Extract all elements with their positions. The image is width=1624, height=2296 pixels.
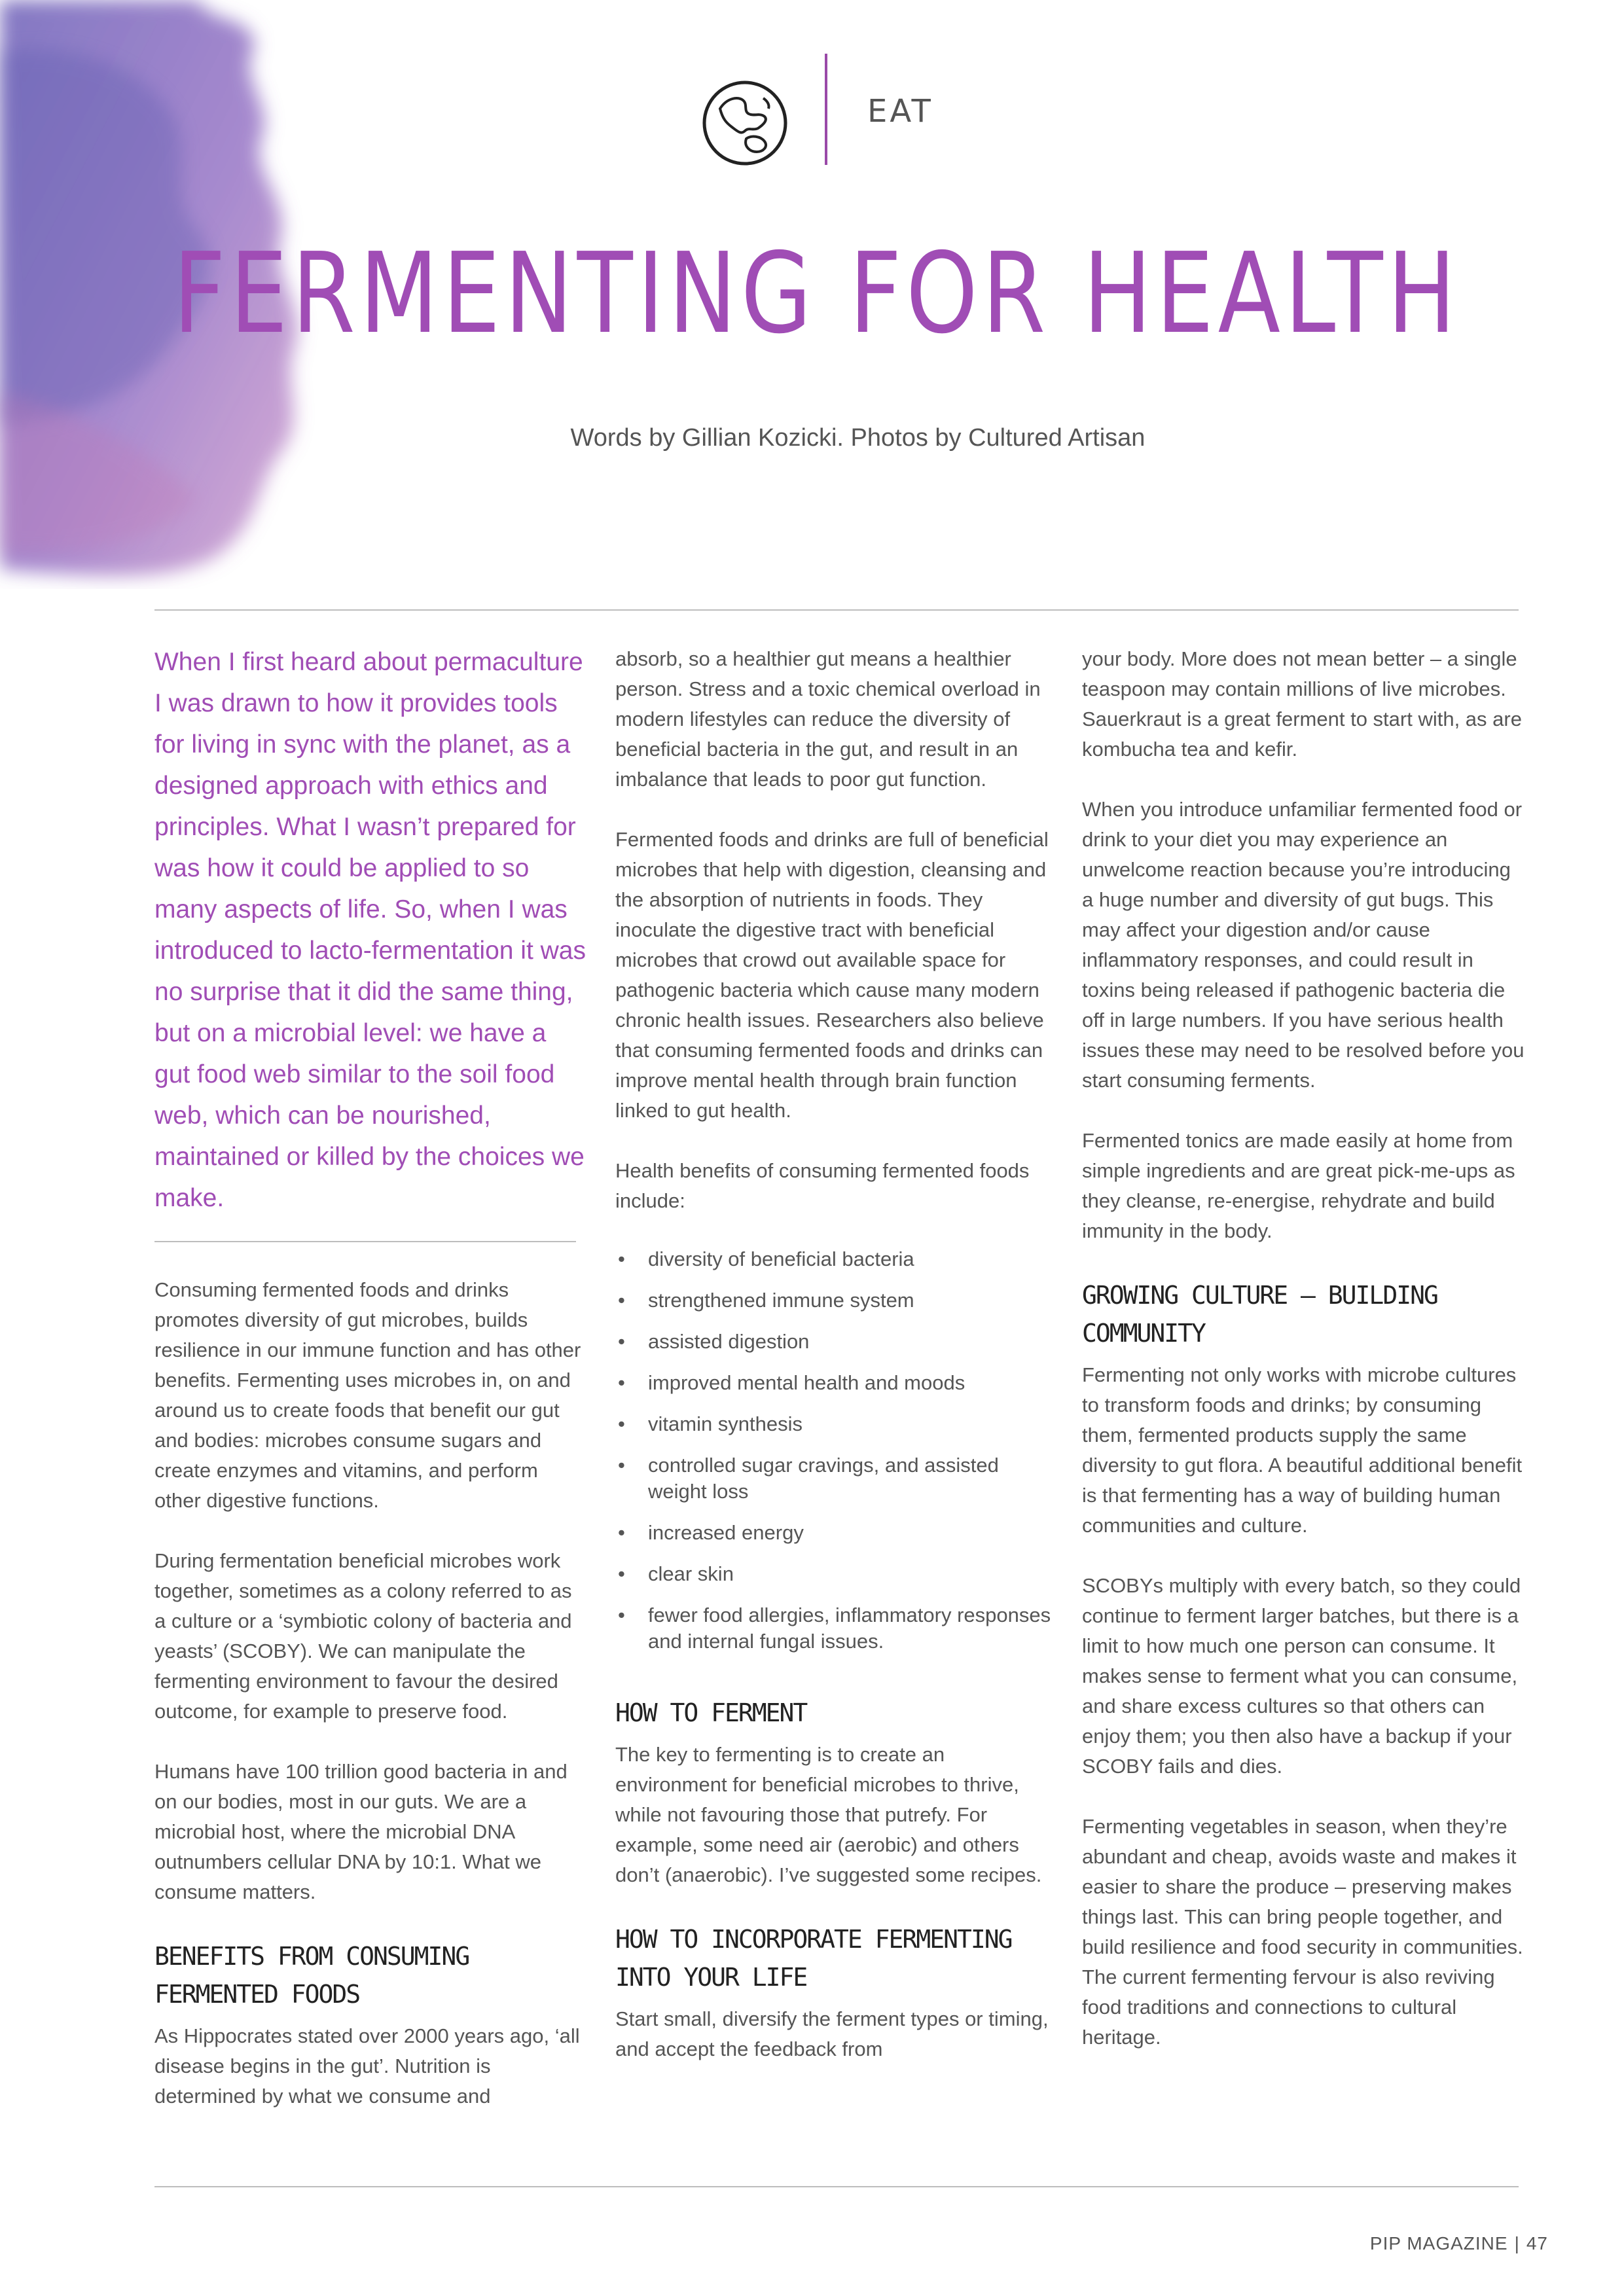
list-item: • improved mental health and moods [615, 1370, 1060, 1396]
paragraph: SCOBYs multiply with every batch, so they could continue to ferment larger batches, but there is a limit to how much one person can consume. It makes sense to ferment what you can consume, and share excess cultures so that others can enjoy them; you then also have a backup if your SCOBY fails and dies. [1082, 1574, 1521, 1778]
globe-icon [700, 79, 789, 168]
paragraph: Fermenting not only works with microbe cultures to transform foods and drinks; by consuming them, fermented products supply the same diversity to gut flora. A beautiful additional benefit is that fermenting has a way of building human communities and culture. [1082, 1363, 1523, 1537]
list-item: • vitamin synthesis [615, 1411, 1060, 1437]
column-3 [1082, 644, 1527, 2083]
paragraph: Humans have 100 trillion good bacteria in and on our bodies, most in our guts. We are a microbial host, where the microbial DNA outnumbers cellular DNA by 10:1. What we consume matters. [154, 1760, 568, 1903]
paragraph: Fermenting vegetables in season, when they’re abundant and cheap, avoids waste and makes it easier to share the produce – preserving makes things last. This can bring people together, and build resilience and food security in communities. The current fermenting fervour is also reviving food traditions and connections to cultural heritage. [1082, 1815, 1523, 2049]
column-2 [615, 644, 1060, 2094]
subheading-incorporate: HOW TO INCORPORATE FERMENTING INTO YOUR LIFE [615, 1925, 1012, 1992]
magazine-name: PIP MAGAZINE [1369, 2233, 1508, 2253]
intro-paragraph: When I first heard about permaculture I was drawn to how it provides tools for living in sync with the planet, as a designed approach with ethics and principles. What I wasn’t prepared for was how it could be applied to so many aspects of life. So, when I was introduced to lacto-fermentation it was no surprise that it did the same thing, but on a microbial level: we have a gut food web similar to the soil food web, which can be nourished, maintained or killed by the choices we make. [154, 648, 586, 1212]
list-item: • assisted digestion [615, 1329, 1060, 1355]
page-number: 47 [1526, 2233, 1548, 2253]
tag-divider [825, 54, 827, 165]
footer-separator: | [1514, 2233, 1520, 2253]
column-1 [154, 1275, 586, 2142]
paragraph: As Hippocrates stated over 2000 years ago, ‘all disease begins in the gut’. Nutrition is determined by what we consume and [154, 2024, 580, 2108]
paragraph: Fermented foods and drinks are full of beneficial microbes that help with digestion, cleansing and the absorption of nutrients in foods. They inoculate the digestive tract with beneficial microbes that crowd out available space for pathogenic bacteria which cause many modern chronic health issues. Researchers also believe that consuming fermented foods and drinks can improve mental health through brain function linked to gut health. [615, 828, 1049, 1122]
list-item: • fewer food allergies, inflammatory responses and internal fungal issues. [615, 1602, 1060, 1655]
list-item: • controlled sugar cravings, and assisted weight loss [615, 1452, 1060, 1505]
paragraph: When you introduce unfamiliar fermented food or drink to your diet you may experience an unwelcome reaction because you’re introducing a huge number and diversity of gut bugs. This may affect your digestion and/or cause inflammatory responses, and could result in toxins being released if pathogenic bacteria die off in large numbers. If you have serious health issues these may need to be resolved before you start consuming ferments. [1082, 798, 1525, 1092]
subheading-how-to-ferment: HOW TO FERMENT [615, 1698, 807, 1727]
paragraph: your body. More does not mean better – a single teaspoon may contain millions of live microbes. Sauerkraut is a great ferment to start with, as are kombucha tea and kefir. [1082, 647, 1522, 761]
intro-divider [154, 1241, 576, 1242]
paragraph: During fermentation beneficial microbes work together, sometimes as a colony referred to as a culture or a ‘symbiotic colony of bacteria and yeasts’ (SCOBY). We can manipulate the fermenting environment to favour the desired outcome, for example to preserve food. [154, 1549, 572, 1723]
section-tag [700, 54, 975, 168]
page-title: FERMENTING FOR HEALTH [173, 229, 1460, 359]
paragraph: Health benefits of consuming fermented foods include: [615, 1159, 1030, 1212]
byline: Words by Gillian Kozicki. Photos by Cultured Artisan [570, 424, 1146, 452]
paragraph: Start small, diversify the ferment types or timing, and accept the feedback from [615, 2007, 1049, 2060]
paragraph: absorb, so a healthier gut means a healthier person. Stress and a toxic chemical overload in modern lifestyles can reduce the diversity of beneficial bacteria in the gut, and result in an imbalance that leads to poor gut function. [615, 647, 1041, 791]
paragraph: The key to fermenting is to create an environment for beneficial microbes to thrive, while not favouring those that putrefy. For example, some need air (aerobic) and others don’t (anaerobic). I’ve suggested some recipes. [615, 1743, 1042, 1886]
list-item: • clear skin [615, 1561, 1060, 1587]
subheading-growing-culture: GROWING CULTURE – BUILDING COMMUNITY [1082, 1281, 1437, 1348]
bottom-divider [154, 2186, 1519, 2187]
list-item: • strengthened immune system [615, 1287, 1060, 1314]
subheading-benefits: BENEFITS FROM CONSUMING FERMENTED FOODS [154, 1942, 469, 2009]
section-label: EAT [867, 93, 933, 130]
list-item: • increased energy [615, 1520, 1060, 1546]
top-divider [154, 609, 1519, 611]
paragraph: Consuming fermented foods and drinks promotes diversity of gut microbes, builds resilience in our immune function and has other benefits. Fermenting uses microbes in, on and around us to create foods that benefit our gut and bodies: microbes consume sugars and create enzymes and vitamins, and perform other digestive functions. [154, 1278, 581, 1512]
paragraph: Fermented tonics are made easily at home from simple ingredients and are great pick-me-ups as they cleanse, re-energise, rehydrate and build immunity in the body. [1082, 1129, 1515, 1242]
benefits-list [615, 1246, 1060, 1655]
page-footer [1370, 2233, 1548, 2254]
list-item: • diversity of beneficial bacteria [615, 1246, 1060, 1272]
